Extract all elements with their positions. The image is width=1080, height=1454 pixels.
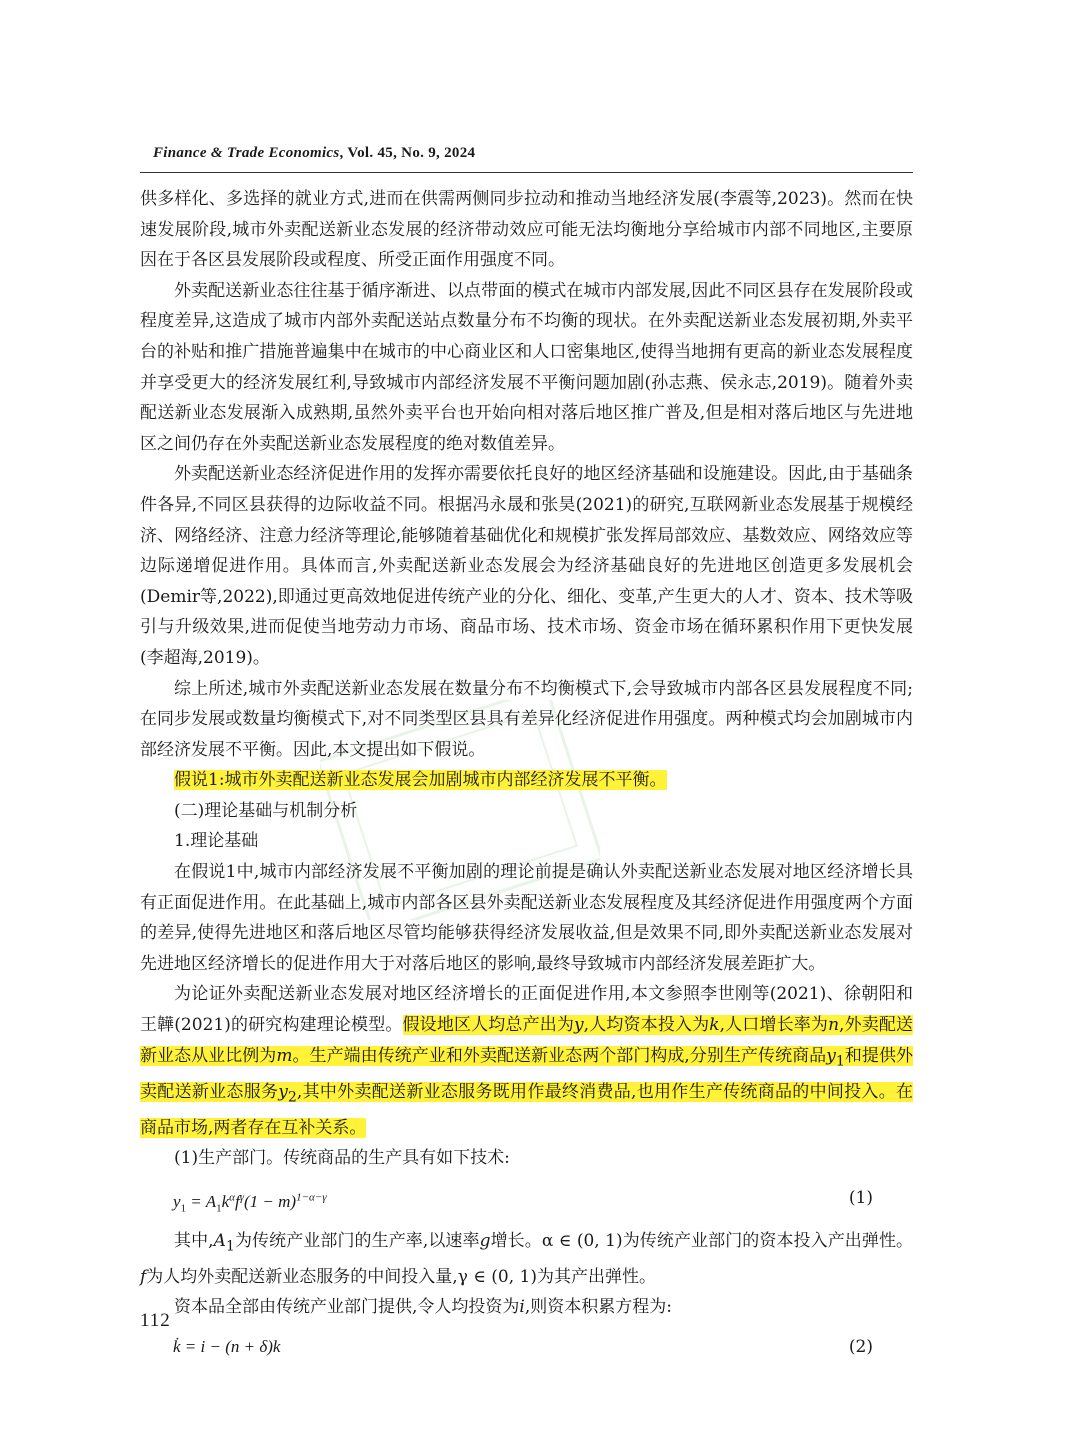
- paragraph-6-plain: 为论证外卖配送新业态发展对地区经济增长的正面促进作用,本文参照李世刚等(2021)、徐朝阳和王韡(2021)的研究构建理论模型。: [140, 984, 913, 1036]
- symbol-y: y: [574, 1015, 584, 1036]
- symbol-y1: y: [826, 1045, 836, 1066]
- paragraph-3: 外卖配送新业态经济促进作用的发挥亦需要依托良好的地区经济基础和设施建设。因此,由于基础条件各异,不同区县获得的边际收益不同。根据冯永晟和张昊(2021)的研究,互联网新业态发展基于规模经济、网络经济、注意力经济等理论,能够随着基础优化和规模扩张发挥局部效应、基数效应、网络效应等边际递增促进作用。具体而言,外卖配送新业态发展会为经济基础良好的先进地区创造更多发展机会(Demir等,2022),即通过更高效地促进传统产业的分化、细化、变革,产生更大的人才、资本、技术等吸引与升级效果,进而促使当地劳动力市场、商品市场、技术市场、资金市场在循环累积作用下更快发展(李超海,2019)。: [140, 464, 913, 668]
- body-text: [140, 184, 913, 1375]
- symbol-g: g: [479, 1230, 491, 1251]
- hl-text-d: ,外卖配送新业态从业比例为: [140, 1015, 914, 1066]
- hl-text-e: 。生产端由传统产业和外卖配送新业态两个部门构成,分别生产传统商品: [292, 1045, 827, 1066]
- equation-1-number: (1): [848, 1187, 873, 1208]
- paragraph-6: [140, 979, 913, 1143]
- symbol-A1-sub: 1: [225, 1238, 235, 1255]
- p8-text-e: 为人均外卖配送新业态服务的中间投入量,: [146, 1266, 458, 1287]
- paragraph-4: 综上所述,城市外卖配送新业态发展在数量分布不均衡模式下,会导致城市内部各区县发展程度不同;在同步发展或数量均衡模式下,对不同类型区县具有差异化经济促进作用强度。两种模式均会加剧城市内部经济发展不平衡。因此,本文提出如下假说。: [140, 678, 913, 760]
- hl-text-f: 和提供外卖配送新业态服务: [140, 1045, 914, 1102]
- symbol-y2: y: [278, 1081, 288, 1102]
- equation-1-formula: $y_1 = A_1k^\alpha f^\gamma(1 - m)^{1-\alpha-\gamma}$: [173, 1191, 327, 1215]
- symbol-y1-sub: 1: [835, 1053, 845, 1070]
- symbol-i: i: [519, 1297, 525, 1318]
- symbol-n: n: [828, 1015, 840, 1036]
- p8-text-b: 为传统产业部门的生产率,以速率: [234, 1230, 480, 1251]
- subsection-heading: 1.理论基础: [174, 831, 259, 852]
- equation-2-formula: k̇ = i − (n + δ)k: [173, 1336, 281, 1356]
- p8-text-c: 增长。: [490, 1230, 542, 1251]
- symbol-A1: A: [213, 1230, 226, 1251]
- paragraph-1: 供多样化、多选择的就业方式,进而在供需两侧同步拉动和推动当地经济发展(李震等,2023)。然而在快速发展阶段,城市外卖配送新业态发展的经济带动效应可能无法均衡地分享给城市内部不同地区,主要原因在于各区县发展阶段或程度、所受正面作用强度不同。: [140, 189, 913, 271]
- paragraph-8: [140, 1226, 913, 1293]
- gamma-range: γ ∈ (0, 1): [457, 1266, 537, 1287]
- p8-text-a: 其中,: [174, 1230, 214, 1251]
- alpha-range: α ∈ (0, 1): [541, 1230, 623, 1251]
- p9-text-a: 资本品全部由传统产业部门提供,令人均投资为: [174, 1297, 520, 1318]
- hl-text-b: ,人均资本投入为: [583, 1015, 710, 1036]
- symbol-k: k: [709, 1015, 720, 1036]
- volume-info: , Vol. 45, No. 9, 2024: [339, 145, 476, 161]
- symbol-f: f: [140, 1266, 147, 1287]
- hl-text-a: 假设地区人均总产出为: [402, 1015, 575, 1036]
- equation-2-number: (2): [848, 1336, 873, 1357]
- p8-text-d: 为传统产业部门的资本投入产出弹性。: [622, 1230, 914, 1251]
- equation-2: [140, 1329, 913, 1365]
- hypothesis-1: [140, 765, 913, 796]
- page-number: 112: [140, 1310, 171, 1331]
- header-rule: [140, 172, 913, 173]
- p8-text-f: 为其产出弹性。: [536, 1266, 656, 1287]
- section-heading: (二)理论基础与机制分析: [174, 800, 358, 821]
- equation-1: [140, 1180, 913, 1216]
- p9-text-b: ,则资本积累方程为:: [524, 1297, 672, 1318]
- symbol-y2-sub: 2: [287, 1089, 297, 1105]
- running-head: [153, 145, 475, 162]
- symbol-m: m: [276, 1045, 293, 1066]
- hl-text-c: ,人口增长率为: [719, 1015, 829, 1036]
- paragraph-7: (1)生产部门。传统商品的生产具有如下技术:: [174, 1148, 510, 1169]
- paragraph-9: [140, 1292, 913, 1323]
- paragraph-5: 在假说1中,城市内部经济发展不平衡加剧的理论前提是确认外卖配送新业态发展对地区经济增长具有正面促进作用。在此基础上,城市内部各区县外卖配送新业态发展程度及其经济促进作用强度两个方面的差异,使得先进地区和落后地区尽管均能够获得经济发展收益,但是效果不同,即外卖配送新业态发展对先进地区经济增长的促进作用大于对落后地区的影响,最终导致城市内部经济发展差距扩大。: [140, 862, 913, 974]
- journal-name: Finance & Trade Economics: [153, 145, 340, 161]
- hl-text-g: ,其中外卖配送新业态服务既用作最终消费品,也用作生产传统商品的中间投入。在商品市场,两者存在互补关系。: [140, 1081, 914, 1138]
- paragraph-2: 外卖配送新业态往往基于循序渐进、以点带面的模式在城市内部发展,因此不同区县存在发展阶段或程度差异,这造成了城市内部外卖配送站点数量分布不均衡的现状。在外卖配送新业态发展初期,外卖平台的补贴和推广措施普遍集中在城市的中心商业区和人口密集地区,使得当地拥有更高的新业态发展程度并享受更大的经济发展红利,导致城市内部经济发展不平衡问题加剧(孙志燕、侯永志,2019)。随着外卖配送新业态发展渐入成熟期,虽然外卖平台也开始向相对落后地区推广普及,但是相对落后地区与先进地区之间仍存在外卖配送新业态发展程度的绝对数值差异。: [140, 280, 913, 454]
- hypothesis-1-text: 假说1:城市外卖配送新业态发展会加剧城市内部经济发展不平衡。: [174, 770, 667, 791]
